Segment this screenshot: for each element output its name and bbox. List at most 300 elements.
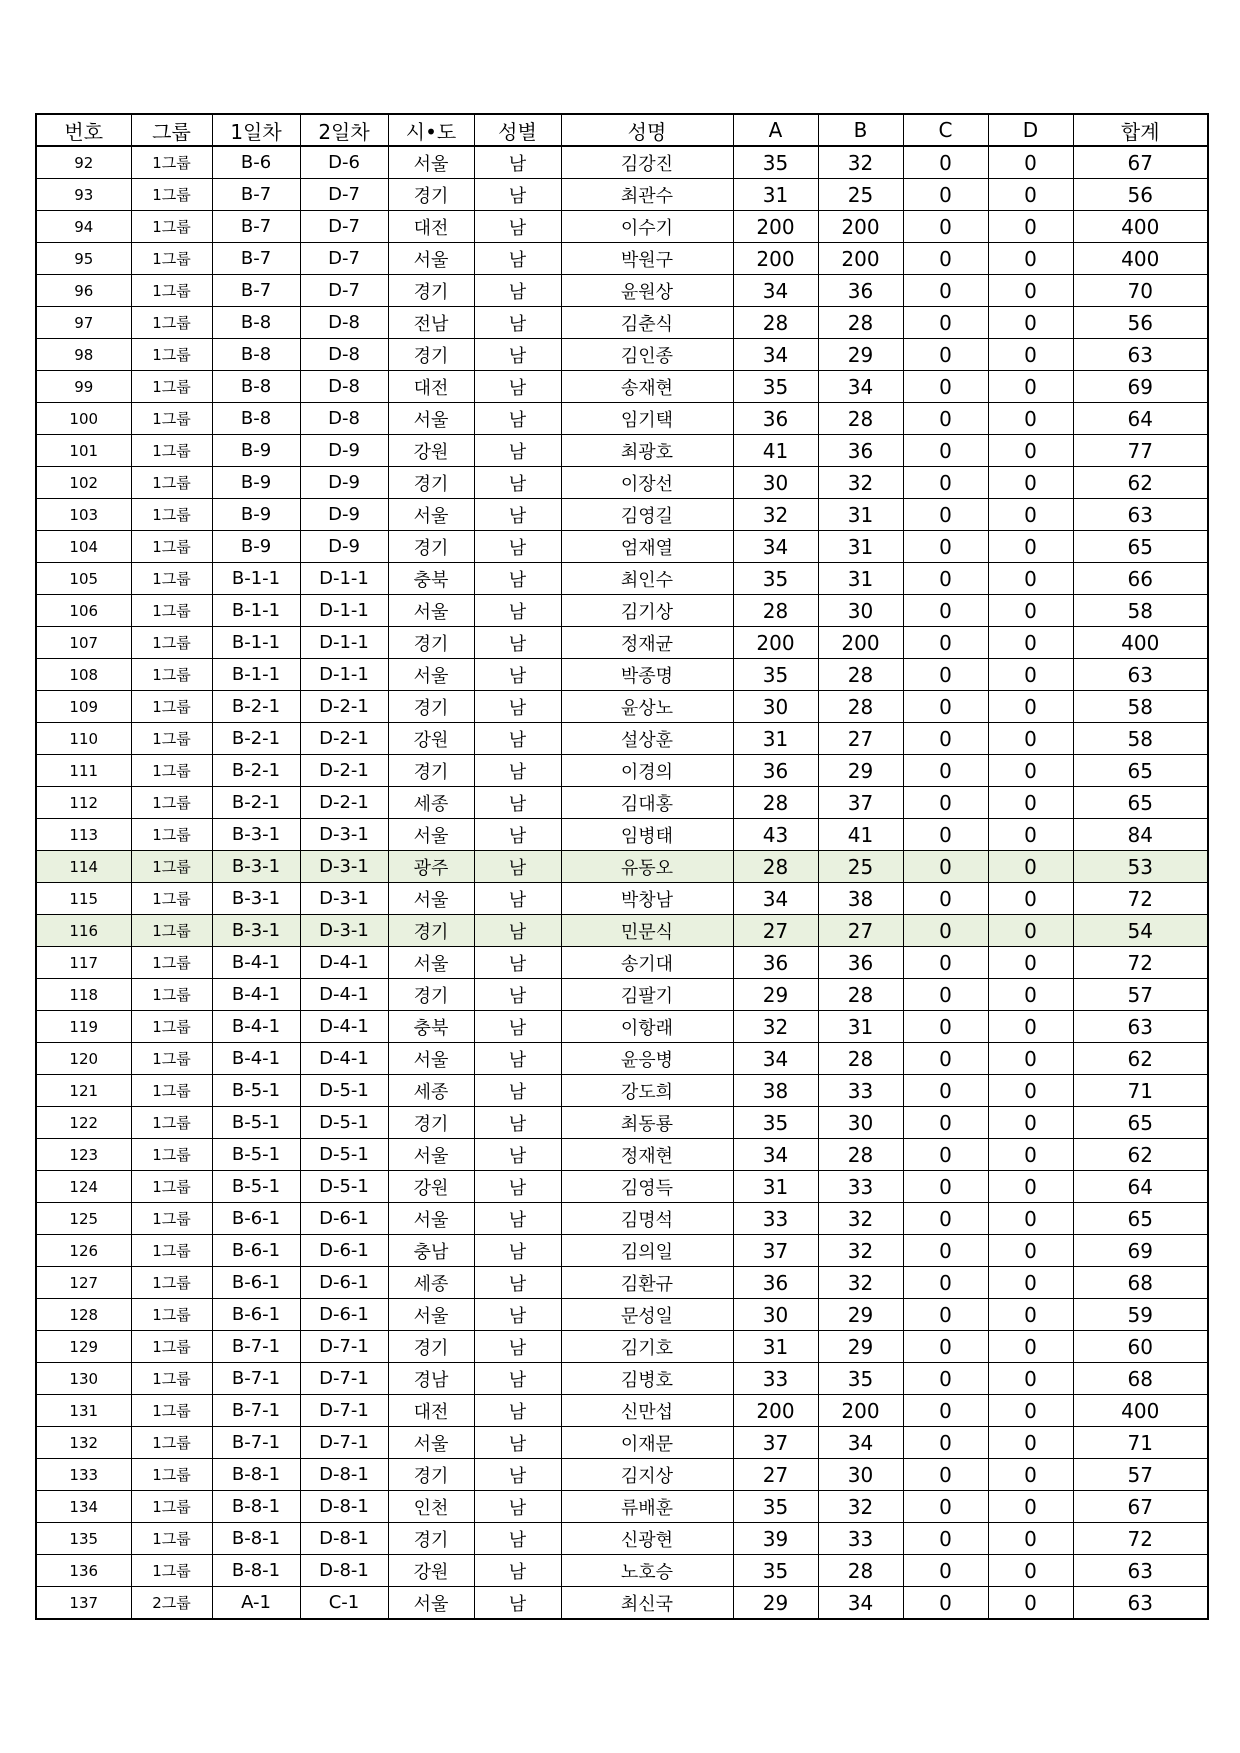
cell-day2: D-2-1 — [300, 723, 388, 755]
cell-total: 70 — [1073, 275, 1208, 307]
cell-total: 64 — [1073, 403, 1208, 435]
cell-total: 58 — [1073, 595, 1208, 627]
cell-gender: 남 — [474, 1395, 561, 1427]
cell-number: 95 — [36, 243, 131, 275]
cell-group: 1그룹 — [131, 979, 212, 1011]
score-table — [35, 113, 1209, 1620]
cell-a: 35 — [733, 1555, 818, 1587]
cell-name: 신만섭 — [561, 1395, 733, 1427]
cell-a: 35 — [733, 1491, 818, 1523]
cell-d: 0 — [988, 1043, 1073, 1075]
table-row — [36, 1267, 1208, 1299]
cell-group: 1그룹 — [131, 1107, 212, 1139]
cell-number: 127 — [36, 1267, 131, 1299]
cell-day2: D-7 — [300, 179, 388, 211]
cell-total: 65 — [1073, 1107, 1208, 1139]
cell-name: 문성일 — [561, 1299, 733, 1331]
cell-a: 36 — [733, 1267, 818, 1299]
cell-gender: 남 — [474, 275, 561, 307]
table-row — [36, 1491, 1208, 1523]
table-row — [36, 403, 1208, 435]
cell-group: 1그룹 — [131, 883, 212, 915]
cell-region: 서울 — [388, 883, 474, 915]
cell-day2: D-7-1 — [300, 1331, 388, 1363]
cell-c: 0 — [903, 1459, 988, 1491]
cell-d: 0 — [988, 1235, 1073, 1267]
header-row — [36, 114, 1208, 146]
cell-name: 최동룡 — [561, 1107, 733, 1139]
cell-gender: 남 — [474, 1139, 561, 1171]
cell-day1: B-7 — [212, 243, 300, 275]
cell-b: 25 — [818, 179, 903, 211]
cell-d: 0 — [988, 1011, 1073, 1043]
cell-name: 최신국 — [561, 1587, 733, 1620]
header-name: 성명 — [561, 114, 733, 146]
cell-d: 0 — [988, 723, 1073, 755]
cell-number: 123 — [36, 1139, 131, 1171]
cell-total: 56 — [1073, 179, 1208, 211]
cell-total: 68 — [1073, 1267, 1208, 1299]
cell-total: 63 — [1073, 1555, 1208, 1587]
cell-total: 71 — [1073, 1427, 1208, 1459]
cell-region: 충남 — [388, 1235, 474, 1267]
cell-total: 63 — [1073, 339, 1208, 371]
cell-number: 128 — [36, 1299, 131, 1331]
cell-d: 0 — [988, 275, 1073, 307]
cell-c: 0 — [903, 755, 988, 787]
cell-gender: 남 — [474, 1427, 561, 1459]
cell-day2: D-6 — [300, 146, 388, 179]
cell-group: 1그룹 — [131, 595, 212, 627]
table-row — [36, 1555, 1208, 1587]
cell-day2: D-8-1 — [300, 1491, 388, 1523]
cell-day2: D-6-1 — [300, 1235, 388, 1267]
cell-total: 69 — [1073, 1235, 1208, 1267]
cell-b: 32 — [818, 467, 903, 499]
cell-a: 34 — [733, 1139, 818, 1171]
cell-region: 서울 — [388, 595, 474, 627]
cell-day1: B-9 — [212, 531, 300, 563]
table-row — [36, 275, 1208, 307]
cell-a: 36 — [733, 755, 818, 787]
cell-b: 33 — [818, 1075, 903, 1107]
cell-day2: D-8-1 — [300, 1555, 388, 1587]
cell-c: 0 — [903, 1331, 988, 1363]
cell-day2: D-3-1 — [300, 915, 388, 947]
cell-day2: D-5-1 — [300, 1075, 388, 1107]
cell-total: 57 — [1073, 979, 1208, 1011]
cell-day2: D-8 — [300, 371, 388, 403]
cell-b: 28 — [818, 403, 903, 435]
table-row — [36, 307, 1208, 339]
cell-gender: 남 — [474, 979, 561, 1011]
cell-name: 유동오 — [561, 851, 733, 883]
cell-gender: 남 — [474, 1491, 561, 1523]
cell-day1: B-3-1 — [212, 915, 300, 947]
cell-c: 0 — [903, 883, 988, 915]
cell-name: 송기대 — [561, 947, 733, 979]
cell-c: 0 — [903, 1235, 988, 1267]
cell-name: 엄재열 — [561, 531, 733, 563]
cell-a: 37 — [733, 1427, 818, 1459]
cell-number: 112 — [36, 787, 131, 819]
cell-number: 122 — [36, 1107, 131, 1139]
cell-a: 34 — [733, 531, 818, 563]
cell-a: 200 — [733, 243, 818, 275]
cell-d: 0 — [988, 691, 1073, 723]
table-row — [36, 1139, 1208, 1171]
table-row — [36, 179, 1208, 211]
cell-b: 30 — [818, 1459, 903, 1491]
cell-total: 62 — [1073, 1043, 1208, 1075]
table-row — [36, 531, 1208, 563]
cell-b: 38 — [818, 883, 903, 915]
cell-a: 28 — [733, 595, 818, 627]
cell-c: 0 — [903, 275, 988, 307]
cell-name: 김춘식 — [561, 307, 733, 339]
cell-d: 0 — [988, 1139, 1073, 1171]
cell-total: 65 — [1073, 1203, 1208, 1235]
cell-name: 김영길 — [561, 499, 733, 531]
cell-day1: B-7-1 — [212, 1331, 300, 1363]
cell-gender: 남 — [474, 1331, 561, 1363]
cell-number: 97 — [36, 307, 131, 339]
cell-gender: 남 — [474, 627, 561, 659]
cell-day1: B-5-1 — [212, 1107, 300, 1139]
table-row — [36, 723, 1208, 755]
cell-day2: D-8 — [300, 403, 388, 435]
cell-d: 0 — [988, 755, 1073, 787]
cell-day2: D-7 — [300, 211, 388, 243]
cell-d: 0 — [988, 915, 1073, 947]
cell-b: 32 — [818, 1267, 903, 1299]
cell-number: 132 — [36, 1427, 131, 1459]
cell-a: 35 — [733, 659, 818, 691]
cell-group: 1그룹 — [131, 1363, 212, 1395]
cell-total: 68 — [1073, 1363, 1208, 1395]
cell-a: 28 — [733, 851, 818, 883]
header-day2: 2일차 — [300, 114, 388, 146]
cell-number: 116 — [36, 915, 131, 947]
header-gender: 성별 — [474, 114, 561, 146]
cell-day1: B-8 — [212, 371, 300, 403]
cell-b: 28 — [818, 307, 903, 339]
cell-gender: 남 — [474, 1587, 561, 1620]
cell-d: 0 — [988, 243, 1073, 275]
cell-b: 36 — [818, 947, 903, 979]
cell-a: 27 — [733, 915, 818, 947]
cell-day2: D-9 — [300, 467, 388, 499]
cell-gender: 남 — [474, 691, 561, 723]
cell-number: 125 — [36, 1203, 131, 1235]
cell-c: 0 — [903, 1203, 988, 1235]
cell-region: 충북 — [388, 1011, 474, 1043]
cell-region: 강원 — [388, 723, 474, 755]
cell-b: 31 — [818, 563, 903, 595]
cell-group: 1그룹 — [131, 1299, 212, 1331]
cell-total: 400 — [1073, 243, 1208, 275]
cell-region: 강원 — [388, 435, 474, 467]
cell-day2: D-6-1 — [300, 1203, 388, 1235]
cell-group: 1그룹 — [131, 467, 212, 499]
cell-name: 김명석 — [561, 1203, 733, 1235]
cell-day2: D-5-1 — [300, 1139, 388, 1171]
cell-a: 38 — [733, 1075, 818, 1107]
cell-b: 200 — [818, 211, 903, 243]
cell-day1: B-8-1 — [212, 1555, 300, 1587]
table-row — [36, 146, 1208, 179]
cell-total: 63 — [1073, 499, 1208, 531]
cell-number: 106 — [36, 595, 131, 627]
cell-day2: D-4-1 — [300, 1011, 388, 1043]
cell-b: 28 — [818, 979, 903, 1011]
table-row — [36, 1331, 1208, 1363]
cell-b: 200 — [818, 243, 903, 275]
table-row — [36, 915, 1208, 947]
table-row — [36, 883, 1208, 915]
cell-total: 400 — [1073, 211, 1208, 243]
cell-gender: 남 — [474, 435, 561, 467]
cell-number: 108 — [36, 659, 131, 691]
cell-number: 130 — [36, 1363, 131, 1395]
cell-b: 32 — [818, 146, 903, 179]
cell-number: 120 — [36, 1043, 131, 1075]
cell-number: 124 — [36, 1171, 131, 1203]
cell-region: 서울 — [388, 1587, 474, 1620]
cell-total: 57 — [1073, 1459, 1208, 1491]
cell-day2: D-6-1 — [300, 1267, 388, 1299]
table-row — [36, 211, 1208, 243]
cell-name: 박원구 — [561, 243, 733, 275]
cell-gender: 남 — [474, 1171, 561, 1203]
cell-region: 경기 — [388, 755, 474, 787]
cell-region: 경기 — [388, 467, 474, 499]
cell-day2: D-3-1 — [300, 851, 388, 883]
cell-total: 62 — [1073, 467, 1208, 499]
cell-total: 400 — [1073, 627, 1208, 659]
cell-total: 400 — [1073, 1395, 1208, 1427]
cell-d: 0 — [988, 851, 1073, 883]
cell-a: 31 — [733, 723, 818, 755]
cell-a: 35 — [733, 1107, 818, 1139]
cell-d: 0 — [988, 435, 1073, 467]
cell-name: 신광현 — [561, 1523, 733, 1555]
cell-a: 34 — [733, 883, 818, 915]
cell-a: 36 — [733, 947, 818, 979]
cell-day1: B-1-1 — [212, 627, 300, 659]
cell-d: 0 — [988, 979, 1073, 1011]
cell-b: 32 — [818, 1491, 903, 1523]
cell-b: 37 — [818, 787, 903, 819]
cell-gender: 남 — [474, 1075, 561, 1107]
cell-region: 서울 — [388, 1203, 474, 1235]
header-total: 합계 — [1073, 114, 1208, 146]
cell-number: 137 — [36, 1587, 131, 1620]
cell-b: 29 — [818, 339, 903, 371]
cell-gender: 남 — [474, 819, 561, 851]
cell-gender: 남 — [474, 403, 561, 435]
cell-region: 서울 — [388, 659, 474, 691]
cell-d: 0 — [988, 883, 1073, 915]
cell-day1: B-4-1 — [212, 947, 300, 979]
cell-group: 1그룹 — [131, 947, 212, 979]
cell-d: 0 — [988, 1267, 1073, 1299]
cell-a: 35 — [733, 371, 818, 403]
cell-day1: B-9 — [212, 435, 300, 467]
cell-c: 0 — [903, 947, 988, 979]
cell-region: 세종 — [388, 1075, 474, 1107]
cell-gender: 남 — [474, 307, 561, 339]
cell-gender: 남 — [474, 1555, 561, 1587]
cell-day1: B-4-1 — [212, 1011, 300, 1043]
cell-day2: D-5-1 — [300, 1107, 388, 1139]
cell-d: 0 — [988, 947, 1073, 979]
cell-c: 0 — [903, 1267, 988, 1299]
cell-d: 0 — [988, 1299, 1073, 1331]
cell-number: 114 — [36, 851, 131, 883]
cell-b: 31 — [818, 531, 903, 563]
cell-region: 경기 — [388, 979, 474, 1011]
cell-region: 서울 — [388, 499, 474, 531]
cell-group: 1그룹 — [131, 755, 212, 787]
cell-d: 0 — [988, 211, 1073, 243]
cell-name: 류배훈 — [561, 1491, 733, 1523]
cell-name: 김강진 — [561, 146, 733, 179]
cell-total: 63 — [1073, 1011, 1208, 1043]
cell-day1: B-6-1 — [212, 1267, 300, 1299]
cell-day2: D-3-1 — [300, 883, 388, 915]
cell-d: 0 — [988, 1203, 1073, 1235]
cell-group: 1그룹 — [131, 531, 212, 563]
cell-number: 117 — [36, 947, 131, 979]
cell-a: 41 — [733, 435, 818, 467]
cell-gender: 남 — [474, 1235, 561, 1267]
cell-b: 33 — [818, 1171, 903, 1203]
cell-d: 0 — [988, 1363, 1073, 1395]
table-row — [36, 339, 1208, 371]
cell-region: 경기 — [388, 531, 474, 563]
cell-total: 58 — [1073, 691, 1208, 723]
cell-name: 김환규 — [561, 1267, 733, 1299]
cell-group: 1그룹 — [131, 243, 212, 275]
cell-d: 0 — [988, 531, 1073, 563]
table-row — [36, 1171, 1208, 1203]
cell-b: 25 — [818, 851, 903, 883]
table-row — [36, 1107, 1208, 1139]
cell-b: 35 — [818, 1363, 903, 1395]
cell-gender: 남 — [474, 563, 561, 595]
cell-number: 131 — [36, 1395, 131, 1427]
cell-day2: D-5-1 — [300, 1171, 388, 1203]
cell-total: 60 — [1073, 1331, 1208, 1363]
cell-name: 김팔기 — [561, 979, 733, 1011]
cell-gender: 남 — [474, 467, 561, 499]
cell-name: 윤상노 — [561, 691, 733, 723]
table-row — [36, 1011, 1208, 1043]
cell-gender: 남 — [474, 146, 561, 179]
cell-day2: D-4-1 — [300, 1043, 388, 1075]
cell-total: 63 — [1073, 1587, 1208, 1620]
cell-region: 경기 — [388, 339, 474, 371]
cell-day1: B-2-1 — [212, 787, 300, 819]
cell-name: 정재균 — [561, 627, 733, 659]
cell-name: 노호승 — [561, 1555, 733, 1587]
table-row — [36, 627, 1208, 659]
cell-a: 200 — [733, 211, 818, 243]
cell-c: 0 — [903, 211, 988, 243]
cell-gender: 남 — [474, 723, 561, 755]
cell-d: 0 — [988, 659, 1073, 691]
table-row — [36, 1427, 1208, 1459]
cell-group: 1그룹 — [131, 146, 212, 179]
cell-number: 101 — [36, 435, 131, 467]
cell-region: 경기 — [388, 691, 474, 723]
cell-d: 0 — [988, 371, 1073, 403]
cell-total: 77 — [1073, 435, 1208, 467]
table-row — [36, 467, 1208, 499]
cell-gender: 남 — [474, 659, 561, 691]
cell-total: 72 — [1073, 947, 1208, 979]
cell-number: 109 — [36, 691, 131, 723]
cell-gender: 남 — [474, 371, 561, 403]
cell-name: 김기호 — [561, 1331, 733, 1363]
cell-c: 0 — [903, 787, 988, 819]
table-row — [36, 947, 1208, 979]
cell-gender: 남 — [474, 1523, 561, 1555]
cell-gender: 남 — [474, 1107, 561, 1139]
cell-number: 99 — [36, 371, 131, 403]
cell-b: 31 — [818, 1011, 903, 1043]
header-a: A — [733, 114, 818, 146]
cell-total: 69 — [1073, 371, 1208, 403]
cell-day1: B-2-1 — [212, 723, 300, 755]
cell-region: 대전 — [388, 1395, 474, 1427]
table-row — [36, 1459, 1208, 1491]
cell-gender: 남 — [474, 755, 561, 787]
cell-region: 경기 — [388, 1459, 474, 1491]
cell-c: 0 — [903, 979, 988, 1011]
table-row — [36, 659, 1208, 691]
cell-group: 1그룹 — [131, 1395, 212, 1427]
cell-total: 65 — [1073, 787, 1208, 819]
cell-total: 64 — [1073, 1171, 1208, 1203]
table-header — [36, 114, 1208, 146]
cell-group: 1그룹 — [131, 915, 212, 947]
cell-day1: B-6-1 — [212, 1299, 300, 1331]
cell-group: 1그룹 — [131, 1171, 212, 1203]
cell-number: 98 — [36, 339, 131, 371]
cell-name: 이수기 — [561, 211, 733, 243]
cell-d: 0 — [988, 1171, 1073, 1203]
cell-d: 0 — [988, 563, 1073, 595]
cell-group: 1그룹 — [131, 819, 212, 851]
table-row — [36, 1235, 1208, 1267]
cell-d: 0 — [988, 595, 1073, 627]
cell-day2: D-8-1 — [300, 1459, 388, 1491]
cell-total: 62 — [1073, 1139, 1208, 1171]
cell-gender: 남 — [474, 243, 561, 275]
cell-number: 96 — [36, 275, 131, 307]
cell-a: 34 — [733, 275, 818, 307]
cell-group: 1그룹 — [131, 627, 212, 659]
cell-b: 34 — [818, 1427, 903, 1459]
cell-day1: A-1 — [212, 1587, 300, 1620]
cell-day2: C-1 — [300, 1587, 388, 1620]
cell-group: 1그룹 — [131, 723, 212, 755]
cell-day1: B-5-1 — [212, 1171, 300, 1203]
cell-number: 92 — [36, 146, 131, 179]
cell-group: 1그룹 — [131, 1427, 212, 1459]
